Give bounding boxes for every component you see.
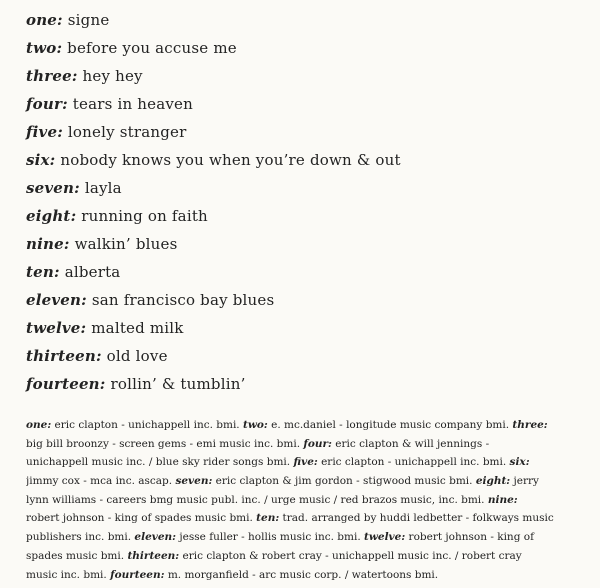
- credit-track-label: twelve:: [364, 531, 406, 544]
- track-item: [26, 90, 401, 118]
- credit-line: [26, 435, 586, 454]
- track-item: [26, 118, 401, 146]
- credit-text: m. morganfield - arc music corp. / watertoons bmi.: [164, 568, 439, 581]
- track-number: thirteen:: [26, 347, 102, 365]
- track-title: rollin’ & tumblin’: [110, 375, 246, 393]
- credit-text: robert johnson - king of: [405, 531, 534, 544]
- credit-line: [26, 547, 586, 566]
- credit-text: eric clapton & will jennings -: [331, 437, 490, 450]
- track-title: tears in heaven: [72, 95, 193, 113]
- track-number: nine:: [26, 235, 70, 253]
- credit-track-label: three:: [512, 419, 548, 431]
- track-item: [26, 286, 401, 314]
- track-list: [26, 6, 401, 398]
- track-number: four:: [26, 95, 68, 113]
- track-title: hey hey: [82, 67, 143, 85]
- credit-text: robert johnson - king of spades music bmi.: [26, 512, 257, 525]
- track-number: five:: [26, 123, 63, 141]
- track-title: old love: [106, 347, 168, 365]
- track-title: signe: [67, 11, 110, 29]
- credit-track-label: six:: [509, 456, 530, 469]
- credit-track-label: one:: [26, 419, 52, 431]
- credit-line: [26, 566, 586, 585]
- credit-text: unichappell music inc. / blue sky rider songs bmi.: [26, 456, 294, 469]
- credit-track-label: four:: [303, 437, 332, 450]
- credit-text: lynn williams - careers bmg music publ. inc. / urge music / red brazos music, inc. bmi.: [26, 493, 488, 506]
- track-item: [26, 314, 401, 342]
- track-number: six:: [26, 151, 56, 169]
- track-item: [26, 6, 401, 34]
- track-title: nobody knows you when you’re down & out: [60, 151, 401, 169]
- track-number: twelve:: [26, 319, 87, 337]
- credit-text: e. mc.daniel - longitude music company bmi.: [267, 419, 513, 431]
- track-item: [26, 342, 401, 370]
- credit-text: jesse fuller - hollis music inc. bmi.: [176, 531, 364, 544]
- credit-text: eric clapton & jim gordon - stigwood music bmi.: [212, 475, 476, 488]
- credit-text: eric clapton - unichappell inc. bmi.: [51, 419, 243, 431]
- credit-line: [26, 472, 586, 491]
- track-item: [26, 202, 401, 230]
- track-title: before you accuse me: [67, 39, 237, 57]
- credit-text: music inc. bmi.: [26, 568, 111, 581]
- credit-line: [26, 416, 586, 435]
- track-title: layla: [84, 179, 122, 197]
- track-number: eleven:: [26, 291, 87, 309]
- track-title: running on faith: [81, 207, 208, 225]
- track-item: [26, 34, 401, 62]
- track-number: two:: [26, 39, 63, 57]
- track-title: san francisco bay blues: [91, 291, 275, 309]
- credit-text: jimmy cox - mca inc. ascap.: [26, 475, 176, 488]
- track-number: fourteen:: [26, 375, 106, 393]
- credit-track-label: eleven:: [134, 531, 177, 544]
- track-item: [26, 258, 401, 286]
- track-number: three:: [26, 67, 78, 85]
- credit-track-label: thirteen:: [127, 549, 180, 562]
- track-title: alberta: [64, 263, 121, 281]
- credit-text: publishers inc. bmi.: [26, 531, 135, 544]
- credit-track-label: five:: [293, 456, 318, 469]
- track-item: [26, 146, 401, 174]
- track-title: lonely stranger: [67, 123, 187, 141]
- credit-line: [26, 453, 586, 472]
- track-number: seven:: [26, 179, 80, 197]
- songwriting-credits: [26, 416, 586, 584]
- credit-text: spades music bmi.: [26, 549, 128, 562]
- track-item: [26, 174, 401, 202]
- track-number: one:: [26, 11, 63, 29]
- credit-track-label: eight:: [475, 475, 511, 488]
- track-title: walkin’ blues: [74, 235, 178, 253]
- credit-text: big bill broonzy - screen gems - emi music inc. bmi.: [26, 437, 304, 450]
- credit-track-label: ten:: [256, 512, 280, 525]
- credit-text: trad. arranged by huddi ledbetter - folkways music: [279, 512, 554, 525]
- track-item: [26, 370, 401, 398]
- credit-text: eric clapton & robert cray - unichappell music inc. / robert cray: [179, 549, 522, 562]
- track-item: [26, 230, 401, 258]
- credit-track-label: nine:: [487, 493, 518, 506]
- track-title: malted milk: [91, 319, 184, 337]
- credit-line: [26, 528, 586, 547]
- track-number: eight:: [26, 207, 77, 225]
- credit-text: jerry: [510, 475, 539, 488]
- track-item: [26, 62, 401, 90]
- credit-track-label: fourteen:: [110, 568, 165, 581]
- credit-track-label: seven:: [175, 475, 213, 488]
- credit-line: [26, 491, 586, 510]
- credit-text: eric clapton - unichappell inc. bmi.: [317, 456, 510, 469]
- credit-line: [26, 509, 586, 528]
- track-number: ten:: [26, 263, 60, 281]
- credit-track-label: two:: [242, 419, 268, 431]
